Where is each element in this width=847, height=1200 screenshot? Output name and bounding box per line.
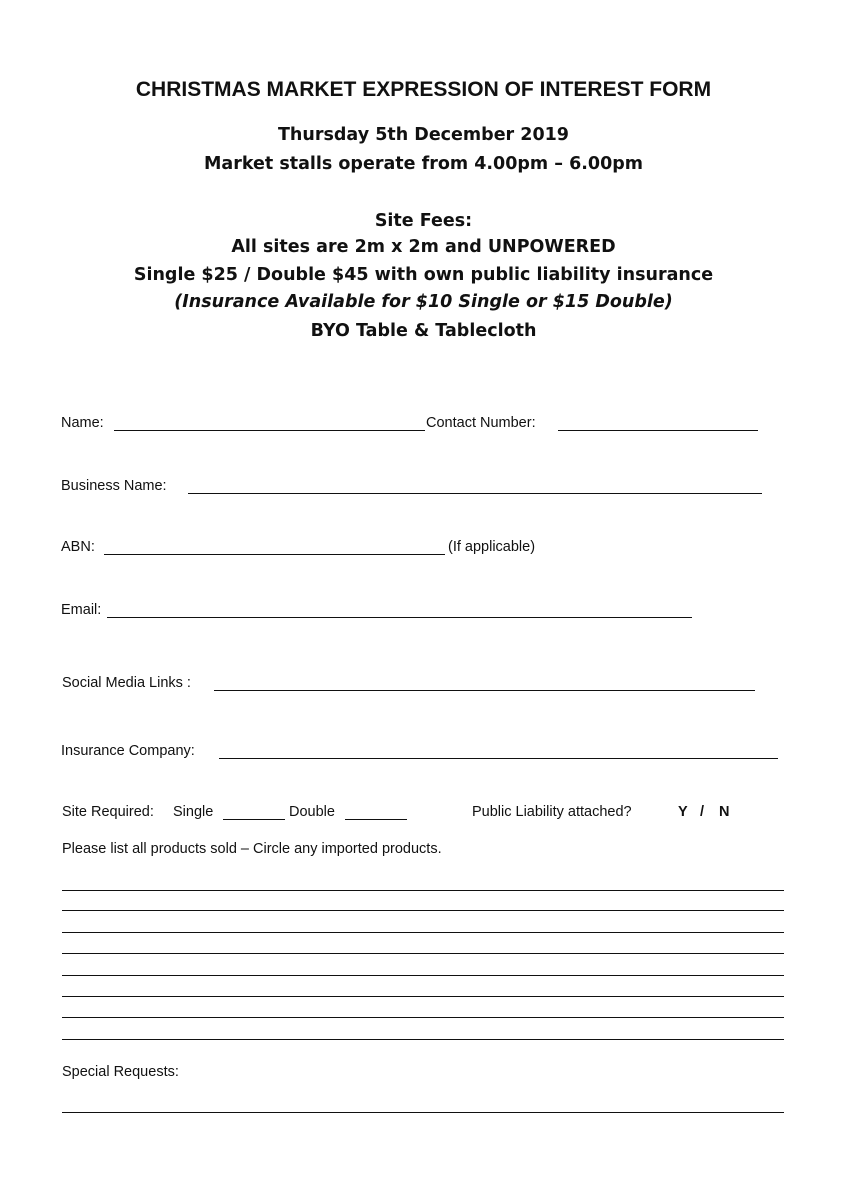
site-prices: Single $25 / Double $45 with own public liability insurance	[133, 265, 714, 285]
contact-number-field[interactable]	[558, 430, 758, 431]
products-label: Please list all products sold – Circle any imported products.	[62, 841, 442, 857]
liability-no-option[interactable]: N	[719, 804, 730, 820]
abn-label: ABN:	[61, 539, 95, 555]
product-line[interactable]	[62, 996, 784, 997]
product-line[interactable]	[62, 890, 784, 891]
product-line[interactable]	[62, 1017, 784, 1018]
form-title: CHRISTMAS MARKET EXPRESSION OF INTEREST FORM	[135, 78, 712, 101]
social-media-label: Social Media Links :	[62, 675, 191, 691]
site-required-label: Site Required:	[62, 804, 154, 820]
email-label: Email:	[61, 602, 102, 618]
liability-separator: /	[700, 804, 705, 820]
liability-yes-option[interactable]: Y	[678, 804, 688, 820]
product-line[interactable]	[62, 910, 784, 911]
market-hours: Market stalls operate from 4.00pm – 6.00pm	[203, 154, 644, 174]
single-label: Single	[173, 804, 214, 820]
abn-note: (If applicable)	[448, 539, 536, 555]
business-name-field[interactable]	[188, 493, 762, 494]
social-media-field[interactable]	[214, 690, 755, 691]
public-liability-label: Public Liability attached?	[472, 804, 632, 820]
site-fees-heading: Site Fees:	[374, 211, 473, 231]
single-field[interactable]	[223, 819, 285, 820]
contact-number-label: Contact Number:	[426, 415, 536, 431]
special-requests-label: Special Requests:	[62, 1064, 179, 1080]
product-line[interactable]	[62, 975, 784, 976]
insurance-company-label: Insurance Company:	[61, 743, 195, 759]
event-date: Thursday 5th December 2019	[278, 125, 569, 145]
product-line[interactable]	[62, 1039, 784, 1040]
product-line[interactable]	[62, 953, 784, 954]
business-name-label: Business Name:	[61, 478, 167, 494]
name-field[interactable]	[114, 430, 425, 431]
insurance-company-field[interactable]	[219, 758, 778, 759]
product-line[interactable]	[62, 932, 784, 933]
double-field[interactable]	[345, 819, 407, 820]
email-field[interactable]	[107, 617, 692, 618]
site-size-note: All sites are 2m x 2m and UNPOWERED	[231, 237, 616, 257]
insurance-availability: (Insurance Available for $10 Single or $15 Double)	[174, 292, 673, 312]
special-requests-field[interactable]	[62, 1112, 784, 1113]
name-label: Name:	[61, 415, 104, 431]
byo-note: BYO Table & Tablecloth	[310, 321, 537, 341]
abn-field[interactable]	[104, 554, 445, 555]
double-label: Double	[289, 804, 335, 820]
